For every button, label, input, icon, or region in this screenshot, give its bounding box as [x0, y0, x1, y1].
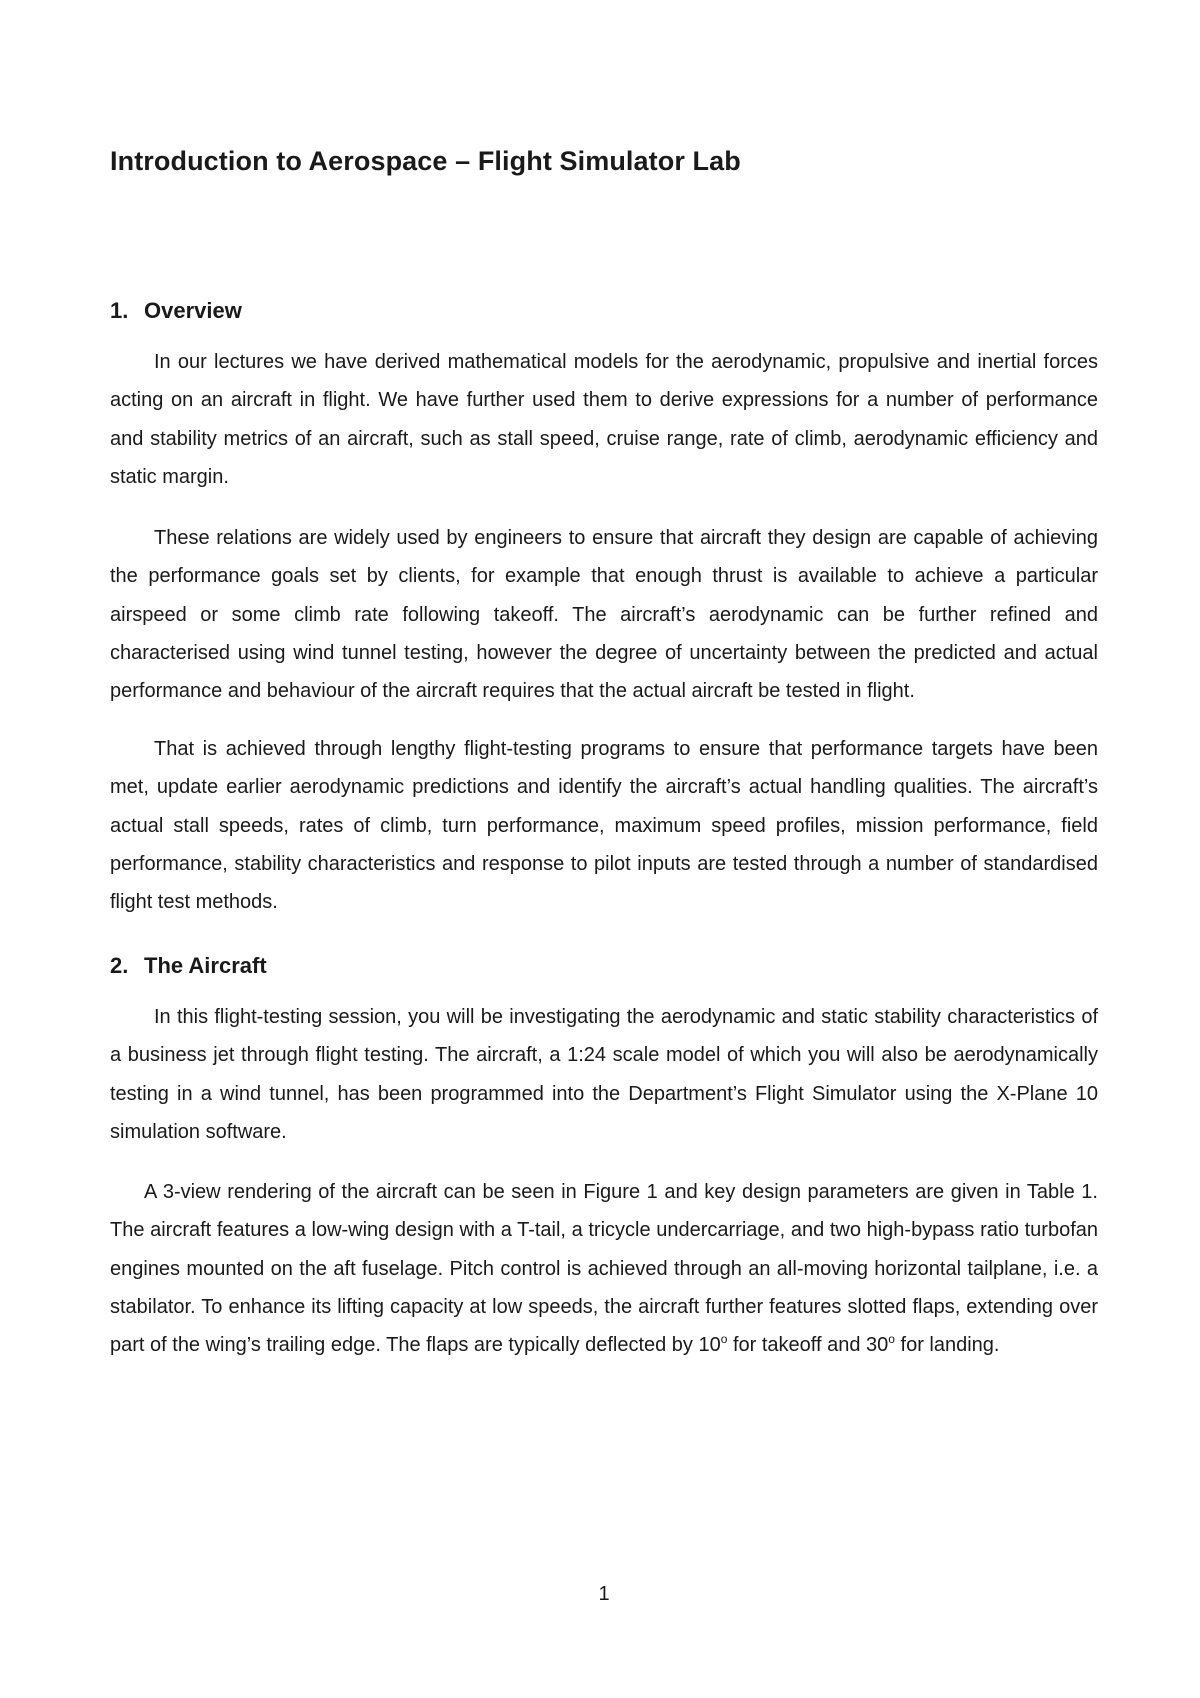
paragraph-text: for takeoff and 30: [727, 1334, 889, 1357]
section-heading-the-aircraft: [110, 953, 267, 979]
section-title: The Aircraft: [144, 953, 267, 978]
section-number: 1.: [110, 298, 129, 323]
paragraph-text: for landing.: [894, 1334, 1000, 1357]
degree-symbol: o: [888, 1332, 895, 1347]
degree-symbol: o: [720, 1332, 728, 1347]
document-title: Introduction to Aerospace – Flight Simulator Lab: [110, 146, 741, 176]
document-page: [110, 0, 1098, 1698]
paragraph: That is achieved through lengthy flight-testing programs to ensure that performance targets have been met, update earlier aerodynamic predictions and identify the aircraft’s actual handling qualities. The aircraft’s actual stall speeds, rates of climb, turn performance, maximum speed profiles, mission performance, field performance, stability characteristics and response to pilot inputs are tested through a number of standardised flight test methods.: [110, 738, 1098, 914]
paragraph: In this flight-testing session, you will be investigating the aerodynamic and static stability characteristics of a business jet through flight testing. The aircraft, a 1:24 scale model of which you will also be aerodynamically testing in a wind tunnel, has been programmed into the Department’s Flight Simulator using the X-Plane 10 simulation software.: [110, 1006, 1098, 1143]
paragraph: These relations are widely used by engineers to ensure that aircraft they design are capable of achieving the performance goals set by clients, for example that enough thrust is available to achieve a particular airspeed or some climb rate following takeoff. The aircraft’s aerodynamic can be further refined and characterised using wind tunnel testing, however the degree of uncertainty between the predicted and actual performance and behaviour of the aircraft requires that the actual aircraft be tested in flight.: [110, 527, 1098, 703]
section-title: Overview: [144, 298, 242, 323]
paragraph-text: A 3-view rendering of the aircraft can be seen in Figure 1 and key design parameters are given in Table 1. The aircraft features a low-wing design with a T-tail, a tricycle undercarriage, and two high-bypass ratio turbofan engines mounted on the aft fuselage. Pitch control is achieved through an all-moving horizontal tailplane, i.e. a stabilator. To enhance its lifting capacity at low speeds, the aircraft further features slotted flaps, extending over part of the wing’s trailing edge. The flaps are typically deflected by 10: [110, 1181, 1098, 1357]
paragraph: In our lectures we have derived mathematical models for the aerodynamic, propulsive and inertial forces acting on an aircraft in flight. We have further used them to derive expressions for a number of performance and stability metrics of an aircraft, such as stall speed, cruise range, rate of climb, aerodynamic efficiency and static margin.: [110, 351, 1098, 488]
section-heading-overview: [110, 298, 242, 324]
section-number: 2.: [110, 953, 129, 978]
paragraph: [110, 1173, 1098, 1364]
page-number: 1: [598, 1583, 610, 1605]
